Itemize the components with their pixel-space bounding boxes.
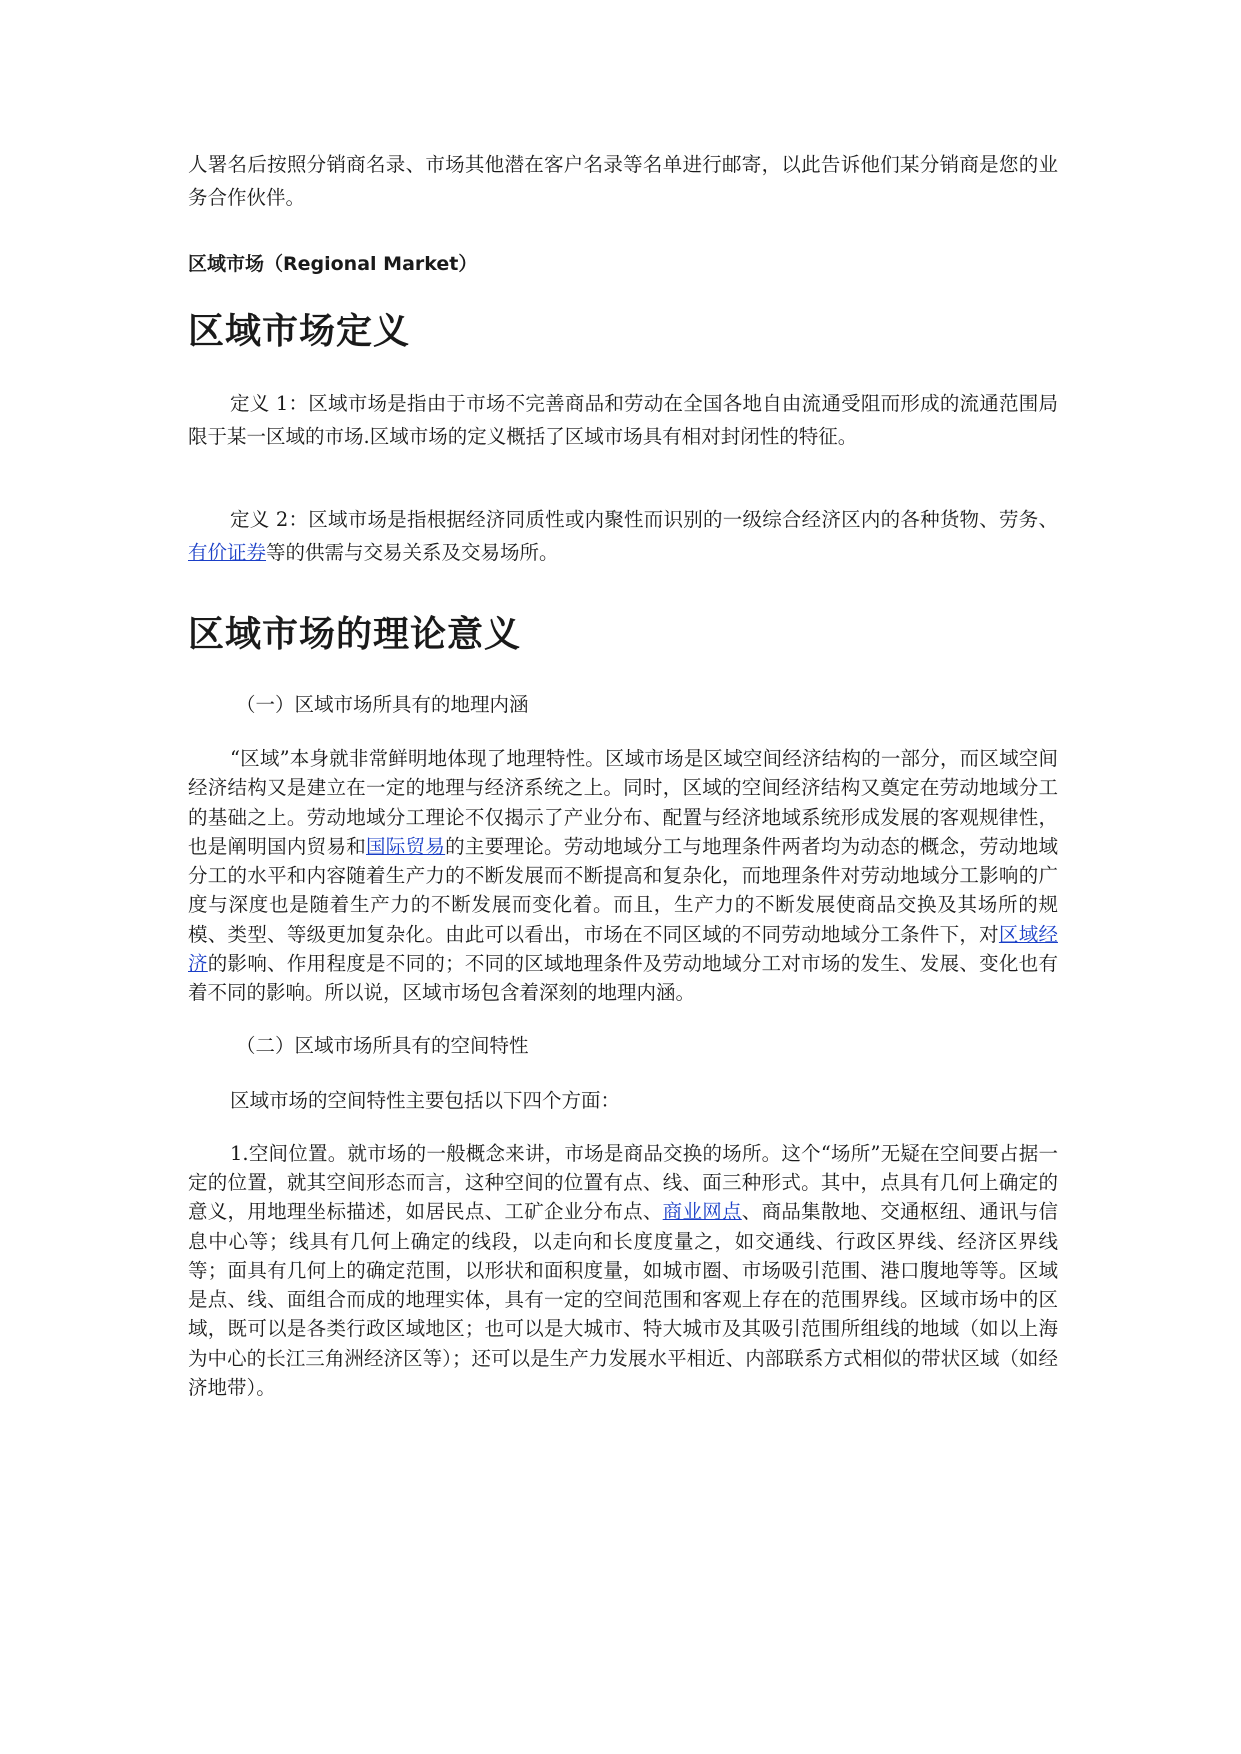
space-location-text-a: 1.空间位置。就市场的一般概念来讲，市场是商品交换的场所。这个“场所”无疑在空间要占据一定的位置，就其空间形态而言，这种空间的位置有点、线、面三种形式。其中，点具有几何上确定的意义，用地理坐标描述，如居民点、工矿企业分布点、 — [188, 1141, 1058, 1224]
definition-2-paragraph — [188, 503, 1058, 569]
definition-2-text-b: 等的供需与交易关系及交易场所。 — [266, 541, 559, 564]
section-heading-definition: 区域市场定义 — [188, 311, 411, 352]
page-subtitle: 区域市场（Regional Market） — [188, 253, 478, 275]
subsection-title-geography: （一）区域市场所具有的地理内涵 — [236, 693, 529, 716]
document-body — [188, 148, 1058, 1402]
space-location-paragraph — [188, 1139, 1058, 1403]
geography-text-b: 的主要理论。劳动地域分工与地理条件两者均为动态的概念，劳动地域分工的水平和内容随着生产力的不断发展而不断提高和复杂化，而地理条件对劳动地域分工影响的广度与深度也是随着生产力的不断发展而变化着。而且，生产力的不断发展使商品交换及其场所的规模、类型、等级更加复杂化。由此可以看出，市场在不同区域的不同劳动地域分工条件下，对 — [188, 834, 1058, 946]
definition-2-text-a: 定义 2：区域市场是指根据经济同质性或内聚性而识别的一级综合经济区内的各种货物、劳务、 — [230, 508, 1058, 531]
commercial-network-link[interactable]: 商业网点 — [662, 1200, 742, 1224]
regional-economy-link[interactable]: 区域经济 — [188, 922, 1058, 976]
section-heading-theory: 区域市场的理论意义 — [188, 614, 522, 655]
subsection-title-space: （二）区域市场所具有的空间特性 — [236, 1033, 529, 1057]
geography-text-c: 的影响、作用程度是不同的；不同的区域地理条件及劳动地域分工对市场的发生、发展、变化也有着不同的影响。所以说，区域市场包含着深刻的地理内涵。 — [188, 952, 1058, 1005]
intro-paragraph: 人署名后按照分销商名录、市场其他潜在客户名录等名单进行邮寄，以此告诉他们某分销商是您的业务合作伙伴。 — [188, 153, 1058, 209]
space-intro-paragraph: 区域市场的空间特性主要包括以下四个方面： — [230, 1088, 621, 1112]
space-location-text-b: 、商品集散地、交通枢纽、通讯与信息中心等；线具有几何上确定的线段，以走向和长度度量之，如交通线、行政区界线、经济区界线等；面具有几何上的确定范围，以形状和面积度量，如城市圈、市场吸引范围、港口腹地等等。区域是点、线、面组合而成的地理实体，具有一定的空间范围和客观上存在的范围界线。区域市场中的区域，既可以是各类行政区域地区；也可以是大城市、特大城市及其吸引范围所组线的地域（如以上海为中心的长江三角洲经济区等）；还可以是生产力发展水平相近、内部联系方式相似的带状区域（如经济地带）。 — [188, 1200, 1058, 1400]
geography-paragraph — [188, 744, 1058, 1008]
definition-1-paragraph: 定义 1：区域市场是指由于市场不完善商品和劳动在全国各地自由流通受阻而形成的流通范围局限于某一区域的市场.区域市场的定义概括了区域市场具有相对封闭性的特征。 — [188, 392, 1058, 448]
international-trade-link[interactable]: 国际贸易 — [366, 834, 446, 858]
geography-text-a: “区域”本身就非常鲜明地体现了地理特性。区域市场是区域空间经济结构的一部分，而区域空间经济结构又是建立在一定的地理与经济系统之上。同时，区域的空间经济结构又奠定在劳动地域分工的基础之上。劳动地域分工理论不仅揭示了产业分布、配置与经济地域系统形成发展的客观规律性，也是阐明国内贸易和 — [188, 747, 1058, 858]
securities-link[interactable]: 有价证券 — [188, 541, 267, 564]
